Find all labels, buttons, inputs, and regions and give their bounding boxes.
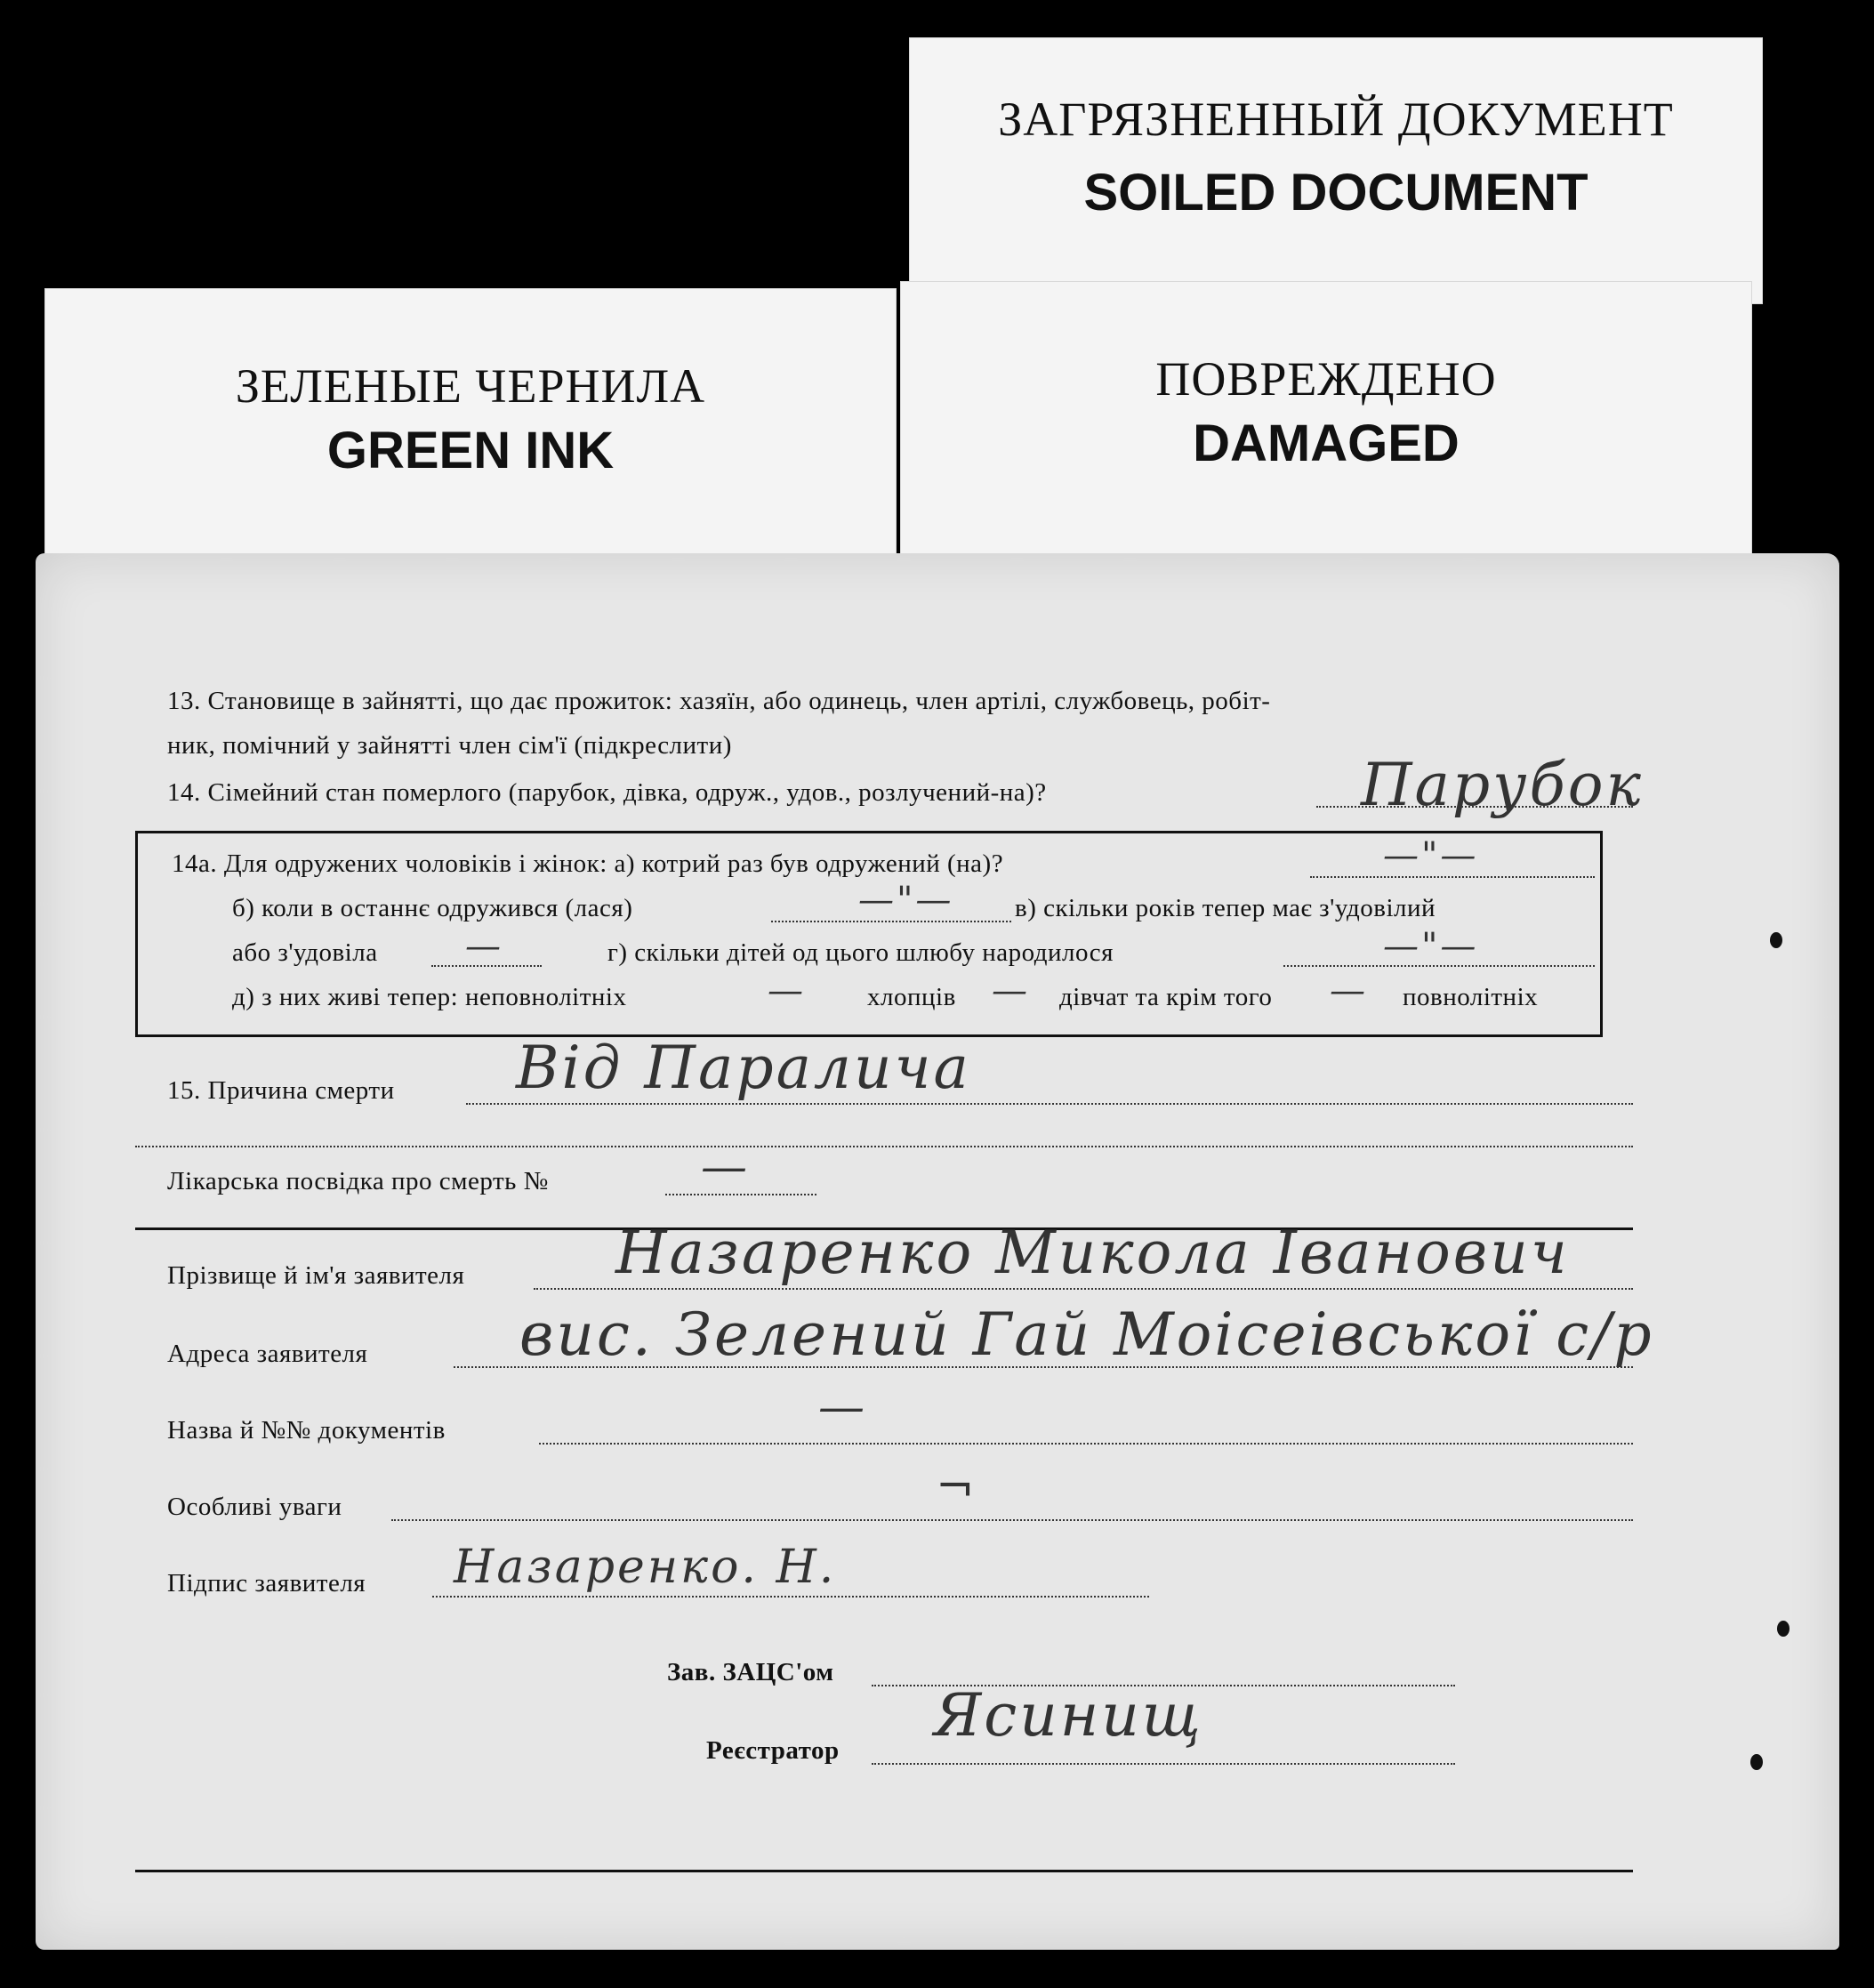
bottom-rule	[135, 1870, 1633, 1872]
signature-answer: Назаренко. Н.	[454, 1541, 837, 1594]
green-ink-card	[44, 288, 897, 557]
q14a-b-line	[771, 921, 1011, 922]
q14a-line1: 14а. Для одружених чоловіків і жінок: а) котрий раз був одружений (на)?	[172, 849, 1004, 878]
registrar-label: Реєстратор	[706, 1736, 840, 1765]
q15-answer-line	[466, 1103, 1633, 1105]
medical-answer: —	[701, 1140, 750, 1194]
q14a-line3a: або з'удовіла	[232, 938, 378, 967]
punch-hole-mark	[1750, 1754, 1763, 1770]
punch-hole-mark	[1770, 932, 1782, 948]
registrar-answer: Ясинищ	[934, 1681, 1203, 1750]
signature-line	[432, 1596, 1149, 1598]
q13-line2: ник, помічний у зайнятті член сім'ї (підкреслити)	[167, 731, 732, 760]
applicant-name-line	[534, 1288, 1633, 1290]
remarks-answer: ¬	[936, 1461, 977, 1514]
applicant-name-answer: Назаренко Микола Іванович	[615, 1219, 1570, 1287]
registrar-line	[872, 1763, 1455, 1765]
soiled-label-ru: ЗАГРЯЗНЕННЫЙ ДОКУМЕНТ	[998, 93, 1674, 146]
q14a-line2b: в) скільки років тепер має з'удовілий	[1015, 894, 1436, 922]
q14-label: 14. Сімейний стан померлого (парубок, дівка, одруж., удов., розлучений-на)?	[167, 778, 1047, 807]
head-label: Зав. ЗАЦС'ом	[667, 1658, 834, 1686]
documents-answer: —	[818, 1380, 867, 1434]
punch-hole-mark	[1777, 1621, 1790, 1637]
q15-answer: Від Паралича	[516, 1034, 971, 1102]
green-ink-label-en: GREEN INK	[326, 422, 615, 479]
q14-answer: Парубок	[1361, 751, 1644, 819]
green-ink-label-ru: ЗЕЛЕНЫЕ ЧЕРНИЛА	[235, 359, 706, 413]
death-record-form	[36, 553, 1839, 1950]
q14a-d3-answer: —	[1330, 970, 1368, 1011]
documents-label: Назва й №№ документів	[167, 1416, 446, 1445]
q14a-line4b: хлопців	[867, 983, 956, 1011]
q14a-b-answer: —"—	[858, 880, 954, 921]
medical-answer-line	[665, 1194, 816, 1195]
damaged-card	[900, 281, 1752, 557]
q14a-d2-answer: —	[992, 970, 1030, 1011]
q14a-a-answer: —"—	[1383, 835, 1479, 876]
q13-line1: 13. Становище в зайнятті, що дає прожиток: хазяїн, або одинець, член артілі, службовець, робіт-	[167, 687, 1271, 715]
applicant-address-label: Адреса заявителя	[167, 1340, 368, 1368]
q14a-line4c: дівчат та крім того	[1059, 983, 1273, 1011]
applicant-address-answer: вис. Зелений Гай Моісеівської с/р	[519, 1300, 1654, 1369]
q14a-d1-answer: —	[768, 970, 806, 1011]
q14a-box	[135, 831, 1603, 1037]
damaged-label-ru: ПОВРЕЖДЕНО	[1155, 352, 1497, 406]
q15-label: 15. Причина смерти	[167, 1076, 395, 1105]
q14a-g-answer: —"—	[1383, 926, 1479, 967]
q14a-v-answer: —	[465, 926, 503, 967]
q14a-line2a: б) коли в останнє одружився (лася)	[232, 894, 633, 922]
documents-line	[539, 1443, 1633, 1445]
remarks-line	[391, 1519, 1633, 1521]
applicant-name-label: Прізвище й ім'я заявителя	[167, 1261, 465, 1290]
q15-extra-line	[135, 1146, 1633, 1147]
signature-label: Підпис заявителя	[167, 1569, 366, 1598]
soiled-document-card	[909, 37, 1763, 304]
q14a-line3b: г) скільки дітей од цього шлюбу народилося	[607, 938, 1114, 967]
remarks-label: Особливі уваги	[167, 1493, 342, 1521]
q14a-line4d: повнолітніх	[1403, 983, 1539, 1011]
damaged-label-en: DAMAGED	[1193, 415, 1460, 472]
q14a-line4a: д) з них живі тепер: неповнолітніх	[232, 983, 627, 1011]
medical-label: Лікарська посвідка про смерть №	[167, 1167, 549, 1195]
q14a-a-line	[1310, 876, 1595, 878]
soiled-label-en: SOILED DOCUMENT	[1083, 164, 1588, 221]
